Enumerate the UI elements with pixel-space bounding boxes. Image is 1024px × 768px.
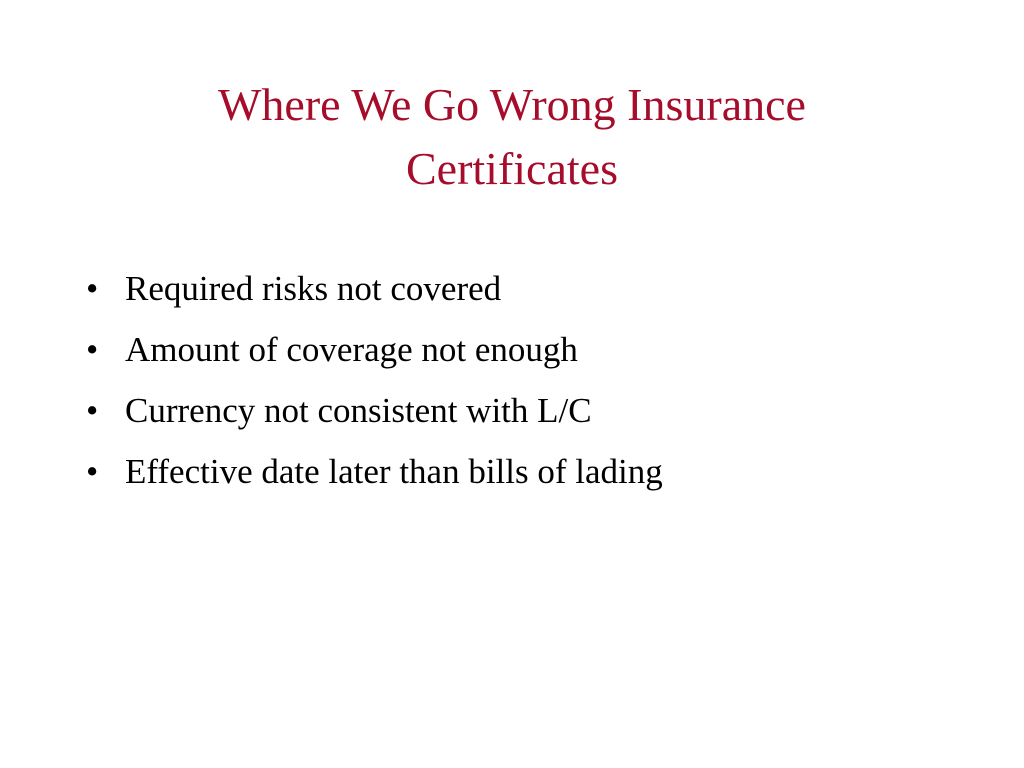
bullet-item-required-risks [86, 262, 966, 323]
bullet-text: Effective date later than bills of lading [125, 452, 663, 491]
slide-title-line-1: Where We Go Wrong Insurance [218, 79, 806, 130]
bullet-item-coverage-amount [86, 323, 966, 384]
bullet-list [86, 262, 966, 506]
slide-title [80, 73, 944, 201]
slide-title-line-2: Certificates [405, 143, 618, 194]
bullet-dot-icon: • [86, 391, 99, 430]
bullet-dot-icon: • [86, 330, 99, 369]
bullet-dot-icon: • [86, 269, 99, 308]
bullet-text: Required risks not covered [125, 269, 502, 308]
bullet-item-effective-date [86, 445, 966, 506]
bullet-text: Amount of coverage not enough [125, 330, 578, 369]
bullet-dot-icon: • [86, 452, 99, 491]
bullet-item-currency [86, 384, 966, 445]
bullet-text: Currency not consistent with L/C [125, 391, 592, 430]
